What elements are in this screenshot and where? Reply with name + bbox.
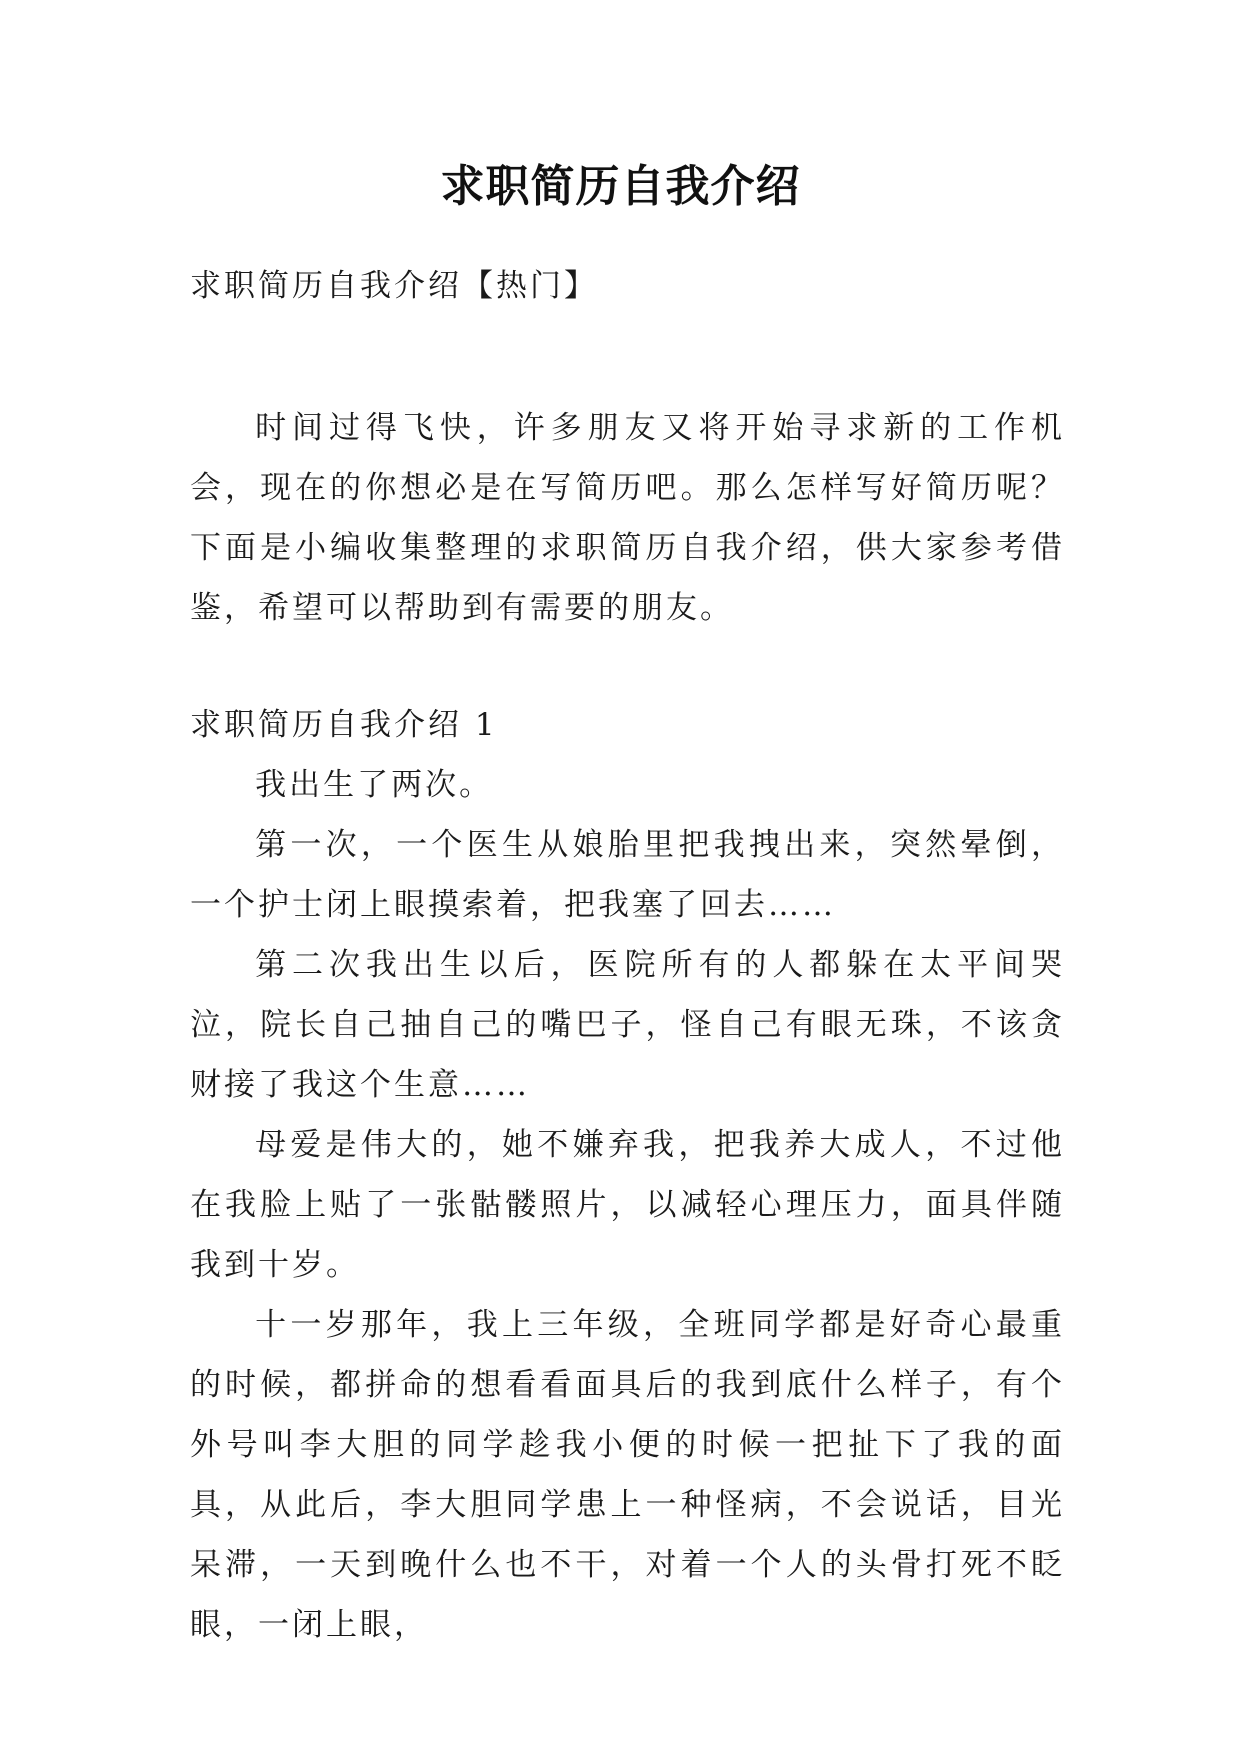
paragraph: 我出生了两次。 <box>255 767 494 803</box>
section-block <box>190 695 1065 1655</box>
intro-block <box>190 398 1065 638</box>
paragraph: 第二次我出生以后，医院所有的人都躲在太平间哭泣，院长自己抽自己的嘴巴子，怪自己有眼无珠，不该贪财接了我这个生意…… <box>190 947 1065 1103</box>
intro-paragraph: 时间过得飞快，许多朋友又将开始寻求新的工作机会，现在的你想必是在写简历吧。那么怎样写好简历呢？下面是小编收集整理的求职简历自我介绍，供大家参考借鉴，希望可以帮助到有需要的朋友。 <box>190 410 1065 626</box>
document-subtitle: 求职简历自我介绍【热门】 <box>190 268 598 304</box>
document-title: 求职简历自我介绍 <box>440 161 801 212</box>
paragraph: 十一岁那年，我上三年级，全班同学都是好奇心最重的时候，都拼命的想看看面具后的我到底什么样子，有个外号叫李大胆的同学趁我小便的时候一把扯下了我的面具，从此后，李大胆同学患上一种怪病，不会说话，目光呆滞，一天到晚什么也不干，对着一个人的头骨打死不眨眼，一闭上眼， <box>190 1307 1065 1643</box>
paragraph: 第一次，一个医生从娘胎里把我拽出来，突然晕倒，一个护士闭上眼摸索着，把我塞了回去…… <box>190 827 1065 923</box>
section-heading: 求职简历自我介绍 1 <box>190 707 498 743</box>
paragraph: 母爱是伟大的，她不嫌弃我，把我养大成人，不过他在我脸上贴了一张骷髅照片，以减轻心理压力，面具伴随我到十岁。 <box>190 1127 1065 1283</box>
